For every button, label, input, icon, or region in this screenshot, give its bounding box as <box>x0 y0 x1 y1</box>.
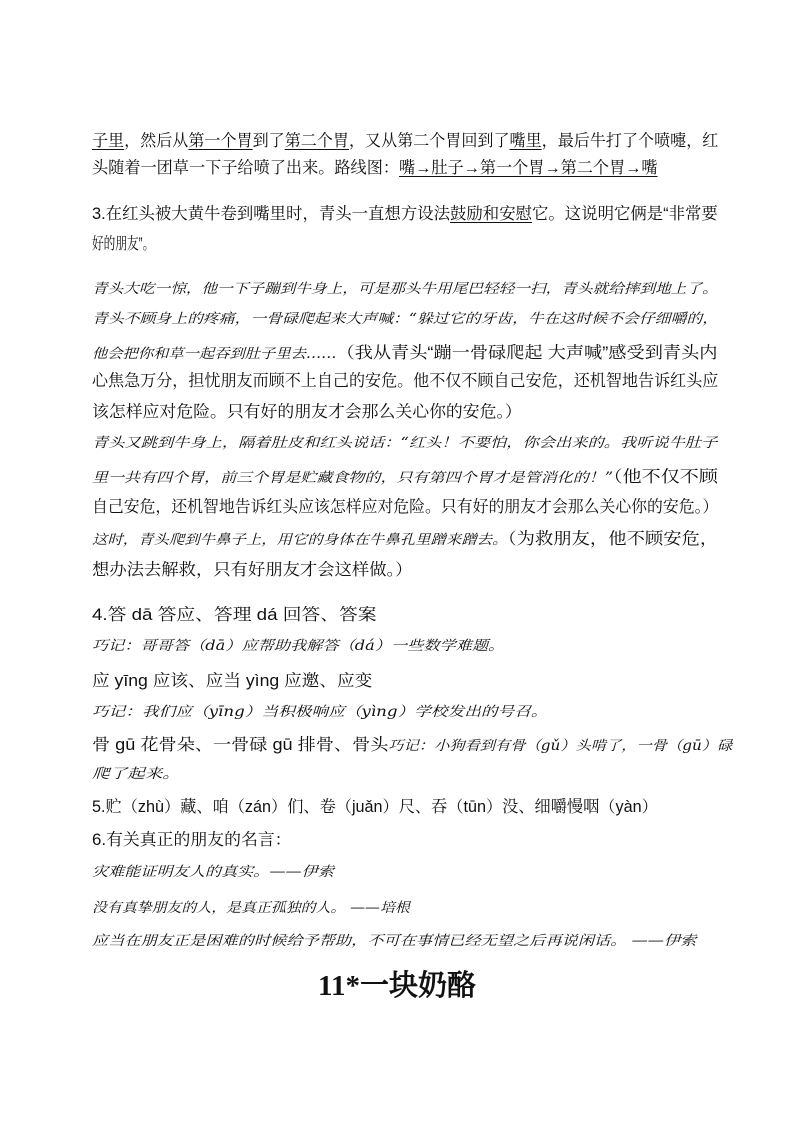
text-line <box>92 373 718 389</box>
text-line <box>92 206 718 222</box>
text-segment: ，又从第二个胃回到了 <box>348 132 510 150</box>
text-line <box>92 469 718 486</box>
text-segment: 它。这说明它俩是“非常要 <box>531 205 718 223</box>
text-line <box>92 160 658 176</box>
text-segment: ，最后牛打了个喷嚏，红 <box>541 132 719 150</box>
text-line <box>92 404 522 420</box>
underlined-answer: 子里 <box>92 132 125 150</box>
underlined-answer: 第二个胃 <box>284 132 349 150</box>
text-segment: 该怎样应对危险。只有好的朋友才会那么关心你的安危。） <box>92 403 522 421</box>
text-segment: 他会把你和草一起吞到肚子里去…… <box>92 346 337 362</box>
text-line <box>92 345 717 362</box>
text-segment: 6.有关真正的朋友的名言： <box>92 831 292 849</box>
text-line <box>92 133 718 149</box>
text-segment: 青头不顾身上的疼痛，一骨碌爬起来大声喊：“躲过它的牙齿，牛在这时候不会仔细嚼的， <box>92 311 719 327</box>
text-line <box>92 607 376 623</box>
text-segment: 青头又跳到牛身上，隔着肚皮和红头说话：“红头！不要怕，你会出来的。我听说牛肚子 <box>92 435 718 451</box>
text-segment: 骨 gū 花骨朵、一骨碌 gū 排骨、骨头 <box>92 736 389 754</box>
underlined-answer: 第一个胃 <box>188 132 253 150</box>
text-segment: （为救朋友，他不顾安危， <box>507 530 719 548</box>
text-segment: 自己安危，还机智地告诉红头应该怎样应对危险。只有好的朋友才会那么关心你的安危。） <box>92 498 719 516</box>
text-segment: 头随着一团草一下子给喷了出来。路线图： <box>92 159 400 177</box>
text-segment: 5.贮（zhù）藏、咱（zán）们、卷（juǎn）尺、吞（tūn）没、细嚼慢咽（yàn） <box>92 798 658 816</box>
text-segment: 应当在朋友正是困难的时候给予帮助，不可在事情已经无望之后再说闲话。 ——伊索 <box>92 933 697 949</box>
text-line <box>92 902 410 916</box>
text-line <box>92 832 292 848</box>
text-segment: 没有真挚朋友的人，是真正孤独的人。 ——培根 <box>92 900 410 916</box>
text-segment: 灾难能证明友人的真实。——伊索 <box>92 864 334 880</box>
text-line <box>92 531 718 548</box>
text-line <box>92 236 154 252</box>
text-segment: 应 yīng 应该、应当 yìng 应邀、应变 <box>92 672 373 690</box>
text-segment: 这时，青头爬到牛鼻子上，用它的身体在牛鼻孔里蹭来蹭去。 <box>92 532 508 548</box>
text-line <box>92 866 334 880</box>
text-segment: 到了 <box>252 132 285 150</box>
text-line <box>92 799 658 815</box>
text-segment: 爬了起来。 <box>92 766 180 782</box>
text-line <box>92 673 372 689</box>
lesson-title: 11*一块奶酪 <box>318 970 476 1002</box>
text-segment: 好的朋友”。 <box>92 235 155 253</box>
text-line <box>92 437 717 451</box>
text-line <box>92 283 718 297</box>
text-segment: 4.答 dā 答应、答理 dá 回答、答案 <box>92 606 377 624</box>
text-line <box>92 499 718 515</box>
text-segment: 3.在红头被大黄牛卷到嘴里时，青头一直想方设法 <box>92 205 451 223</box>
text-line <box>92 768 180 782</box>
text-segment: 青头大吃一惊，他一下子蹦到牛身上，可是那头牛用尾巴轻轻一扫，青头就给摔到地上了。 <box>92 281 718 297</box>
underlined-answer: 鼓励和安慰 <box>450 205 532 223</box>
text-segment: 巧记：小狗看到有骨（gǔ）头啃了，一骨（gū）碌 <box>388 738 733 754</box>
text-segment: 里一共有四个胃，前三个胃是贮藏食物的，只有第四个胃才是管消化的！” <box>92 470 614 486</box>
text-segment: ，然后从 <box>124 132 189 150</box>
text-line <box>92 935 696 949</box>
text-line <box>92 706 548 720</box>
text-segment: 巧记：我们应（yīng）当积极响应（yìng）学校发出的号召。 <box>92 704 548 720</box>
text-segment: （我从青头“蹦一骨碌爬起 大声喊”感受到青头内 <box>336 344 718 362</box>
text-line <box>92 562 413 578</box>
underlined-answer: 嘴→肚子→第一个胃→第二个胃→嘴 <box>399 159 658 177</box>
text-segment: 巧记：哥哥答（dā）应帮助我解答（dá）一些数学难题。 <box>92 638 505 654</box>
text-line <box>92 737 732 754</box>
text-segment: （他不仅不顾 <box>613 468 718 486</box>
underlined-answer: 嘴里 <box>509 132 542 150</box>
text-segment: 想办法去解救，只有好朋友才会这样做。） <box>92 561 413 579</box>
text-line <box>92 640 504 654</box>
text-segment: 心焦急万分，担忧朋友而顾不上自己的安危。他不仅不顾自己安危，还机智地告诉红头应 <box>92 372 719 390</box>
text-line <box>92 313 718 327</box>
